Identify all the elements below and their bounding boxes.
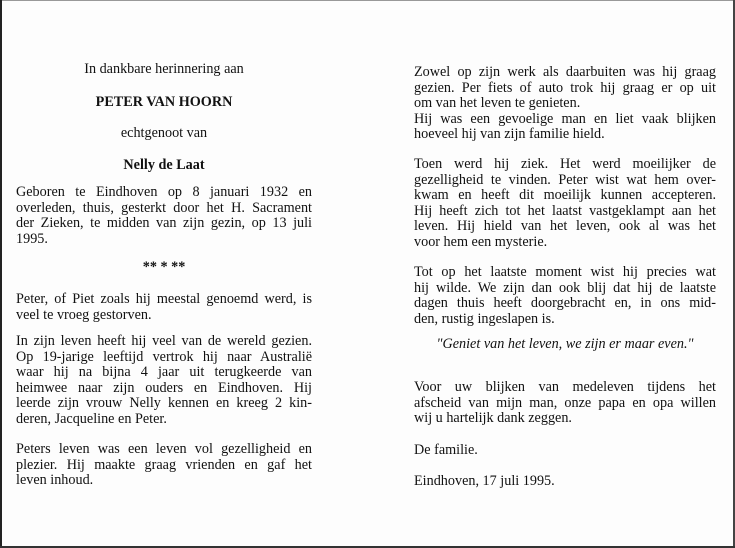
paragraph-line: om van het leven te genieten. — [414, 95, 581, 112]
right-paragraph-1 — [414, 65, 716, 143]
paragraph-line: heimwee naar zijn ouders en Eindhoven. Hij — [16, 379, 312, 396]
paragraph-4 — [16, 442, 312, 489]
paragraph-line: voor hem een mysterie. — [414, 233, 548, 250]
paragraph-line: gezien. Per fiets of auto trok hij graag er op uit — [414, 79, 716, 96]
paragraph-line: overleden, thuis, gesterkt door het H. Sacrament — [16, 199, 312, 216]
card-top-edge — [0, 0, 735, 1]
paragraph-line: afscheid van mijn man, onze papa en opa willen — [414, 394, 716, 411]
quote: "Geniet van het leven, we zijn er maar even." — [436, 336, 694, 352]
paragraph-line: plezier. Hij maakte graag vrienden en gaf het — [16, 456, 312, 473]
paragraph-line: Tot op het laatste moment wist hij precies wat — [414, 264, 716, 280]
paragraph-line: den, rustig ingeslapen is. — [414, 310, 555, 327]
paragraph-line: Hij was een gevoelige man en liet vaak blijken — [414, 110, 716, 127]
place-date: Eindhoven, 17 juli 1995. — [414, 473, 555, 489]
paragraph-line: Peters leven was een leven vol gezelligheid en — [16, 441, 312, 457]
paragraph-line: Toen werd hij ziek. Het werd moeilijker de — [414, 156, 716, 172]
paragraph-line: Geboren te Eindhoven op 8 januari 1932 en — [16, 184, 312, 200]
paragraph-line: leerde zijn vrouw Nelly kennen en kreeg 2 kin- — [16, 395, 312, 412]
paragraph-line: dagen thuis heeft doorgebracht en, in ons mid- — [414, 295, 716, 312]
paragraph-line: gezelligheid te vinden. Peter wist wat hem over- — [414, 171, 716, 188]
paragraph-line: hoeveel hij van zijn familie hield. — [414, 126, 605, 143]
paragraph-line: deren, Jacqueline en Peter. — [16, 410, 167, 427]
paragraph-line: Zowel op zijn werk als daarbuiten was hij graag — [414, 64, 716, 80]
paragraph-2 — [16, 292, 312, 323]
right-paragraph-3 — [414, 265, 716, 327]
birth-death-paragraph — [16, 185, 312, 247]
paragraph-line: Op 19-jarige leeftijd vertrok hij naar Australië — [16, 348, 312, 365]
relation-line: echtgenoot van — [120, 125, 208, 141]
separator: ** * ** — [142, 259, 186, 275]
paragraph-line: kwam en heeft dit moeilijk kunnen accepteren. — [414, 187, 716, 204]
paragraph-line: Hij heeft zich tot het laatst vastgeklampt aan het — [414, 202, 716, 219]
paragraph-line: veel te vroeg gestorven. — [16, 306, 152, 323]
spouse-name: Nelly de Laat — [123, 157, 205, 173]
intro-line: In dankbare herinnering aan — [84, 61, 244, 77]
paragraph-line: waar hij na bijna 4 jaar uit terugkeerde van — [16, 364, 312, 381]
signature: De familie. — [414, 442, 478, 458]
paragraph-line: Voor uw blijken van medeleven tijdens het — [414, 379, 716, 395]
paragraph-line: hij wilde. We zijn dan ook blij dat hij de laatste — [414, 279, 716, 296]
paragraph-line: leven. Hij hield van het leven, ook al was het — [414, 218, 716, 235]
paragraph-line: der Zieken, te midden van zijn gezin, op 13 juli — [16, 215, 312, 232]
paragraph-line: wij u hartelijk dank zeggen. — [414, 410, 572, 427]
right-paragraph-4 — [414, 380, 716, 427]
paragraph-3 — [16, 334, 312, 428]
right-paragraph-2 — [414, 157, 716, 251]
deceased-name: PETER VAN HOORN — [95, 94, 233, 110]
paragraph-line: Peter, of Piet zoals hij meestal genoemd werd, is — [16, 291, 312, 307]
card-left-edge — [0, 0, 2, 548]
paragraph-line: In zijn leven heeft hij veel van de wereld gezien. — [16, 333, 312, 349]
paragraph-line: leven inhoud. — [16, 472, 94, 489]
paragraph-line: 1995. — [16, 230, 48, 247]
